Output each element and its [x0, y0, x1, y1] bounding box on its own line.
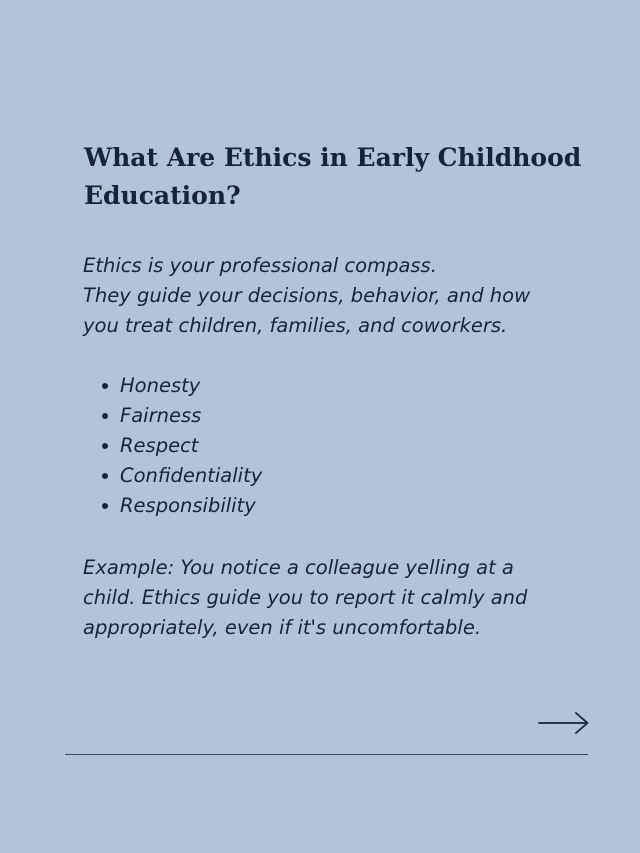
ethics-values-list	[83, 371, 262, 521]
bullet-icon	[102, 503, 108, 509]
bullet-icon	[102, 383, 108, 389]
page-title: What Are Ethics in Early Childhood Education?	[84, 143, 582, 210]
example-line: child. Ethics guide you to report it calmly and	[83, 586, 528, 609]
bullet-icon	[102, 473, 108, 479]
intro-line: Ethics is your professional compass.	[83, 254, 437, 277]
list-item-label: Confidentiality	[120, 464, 263, 487]
divider	[65, 754, 588, 755]
example-line: Example: You notice a colleague yelling at a	[83, 556, 514, 579]
list-item	[83, 461, 262, 491]
bullet-icon	[102, 413, 108, 419]
list-item-label: Fairness	[120, 404, 202, 427]
list-item	[83, 491, 262, 521]
list-item	[83, 371, 262, 401]
list-item-label: Honesty	[120, 374, 201, 397]
bullet-icon	[102, 443, 108, 449]
example-line: appropriately, even if it's uncomfortable.	[83, 616, 482, 639]
list-item	[83, 431, 262, 461]
list-item-label: Respect	[120, 434, 199, 457]
list-item-label: Responsibility	[120, 494, 256, 517]
intro-line: They guide your decisions, behavior, and how	[83, 284, 531, 307]
intro-line: you treat children, families, and coworkers.	[83, 314, 508, 337]
arrow-right-icon[interactable]	[538, 710, 590, 736]
list-item	[83, 401, 262, 431]
example-paragraph	[83, 553, 603, 643]
intro-paragraph	[83, 251, 603, 341]
